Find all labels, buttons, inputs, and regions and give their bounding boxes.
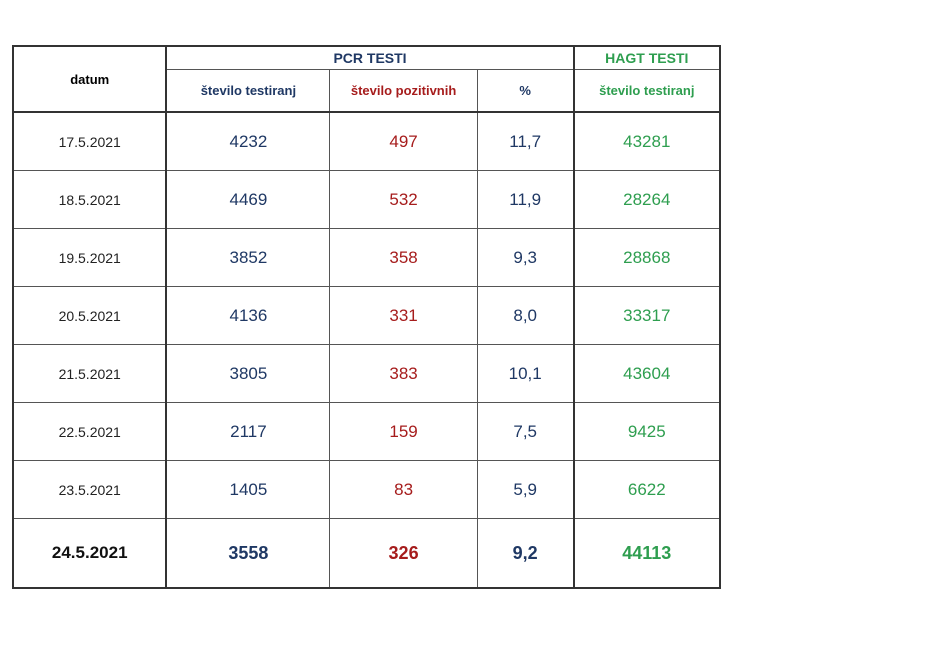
- date-cell: 18.5.2021: [13, 171, 166, 229]
- hagt-tests-cell: 44113: [574, 519, 720, 589]
- table-row: [13, 461, 720, 519]
- header-row-groups: [13, 46, 720, 70]
- date-cell: 22.5.2021: [13, 403, 166, 461]
- hagt-tests-cell: 6622: [574, 461, 720, 519]
- pcr-positive-cell: 159: [330, 403, 477, 461]
- percent-cell: 11,7: [477, 112, 573, 171]
- date-cell: 23.5.2021: [13, 461, 166, 519]
- testing-table: [12, 45, 721, 589]
- hagt-group-header: HAGT TESTI: [574, 46, 720, 70]
- pcr-positive-header: število pozitivnih: [330, 70, 477, 113]
- pcr-tests-cell: 1405: [166, 461, 329, 519]
- hagt-tests-cell: 33317: [574, 287, 720, 345]
- pcr-tests-cell: 4136: [166, 287, 329, 345]
- percent-cell: 11,9: [477, 171, 573, 229]
- table-row: [13, 403, 720, 461]
- pcr-positive-cell: 83: [330, 461, 477, 519]
- pcr-positive-cell: 326: [330, 519, 477, 589]
- table-row: [13, 345, 720, 403]
- hagt-tests-header: število testiranj: [574, 70, 720, 113]
- table-row: [13, 171, 720, 229]
- pcr-group-header: PCR TESTI: [166, 46, 573, 70]
- hagt-tests-cell: 28264: [574, 171, 720, 229]
- table-row: [13, 229, 720, 287]
- date-cell: 20.5.2021: [13, 287, 166, 345]
- table-row: [13, 112, 720, 171]
- percent-cell: 7,5: [477, 403, 573, 461]
- percent-cell: 9,3: [477, 229, 573, 287]
- date-cell: 19.5.2021: [13, 229, 166, 287]
- datum-header: datum: [13, 46, 166, 112]
- hagt-tests-cell: 28868: [574, 229, 720, 287]
- pcr-positive-cell: 358: [330, 229, 477, 287]
- pcr-tests-cell: 2117: [166, 403, 329, 461]
- date-cell: 24.5.2021: [13, 519, 166, 589]
- date-cell: 17.5.2021: [13, 112, 166, 171]
- pcr-tests-cell: 3852: [166, 229, 329, 287]
- table-row-latest: [13, 519, 720, 589]
- pcr-tests-cell: 3805: [166, 345, 329, 403]
- percent-cell: 10,1: [477, 345, 573, 403]
- percent-cell: 5,9: [477, 461, 573, 519]
- pcr-positive-cell: 383: [330, 345, 477, 403]
- pcr-positive-cell: 331: [330, 287, 477, 345]
- hagt-tests-cell: 9425: [574, 403, 720, 461]
- hagt-tests-cell: 43281: [574, 112, 720, 171]
- pcr-tests-cell: 3558: [166, 519, 329, 589]
- pcr-tests-cell: 4469: [166, 171, 329, 229]
- percent-cell: 8,0: [477, 287, 573, 345]
- pcr-tests-cell: 4232: [166, 112, 329, 171]
- percent-cell: 9,2: [477, 519, 573, 589]
- pcr-positive-cell: 532: [330, 171, 477, 229]
- pcr-positive-cell: 497: [330, 112, 477, 171]
- percent-header: %: [477, 70, 573, 113]
- date-cell: 21.5.2021: [13, 345, 166, 403]
- pcr-tests-header: število testiranj: [166, 70, 329, 113]
- hagt-tests-cell: 43604: [574, 345, 720, 403]
- table-row: [13, 287, 720, 345]
